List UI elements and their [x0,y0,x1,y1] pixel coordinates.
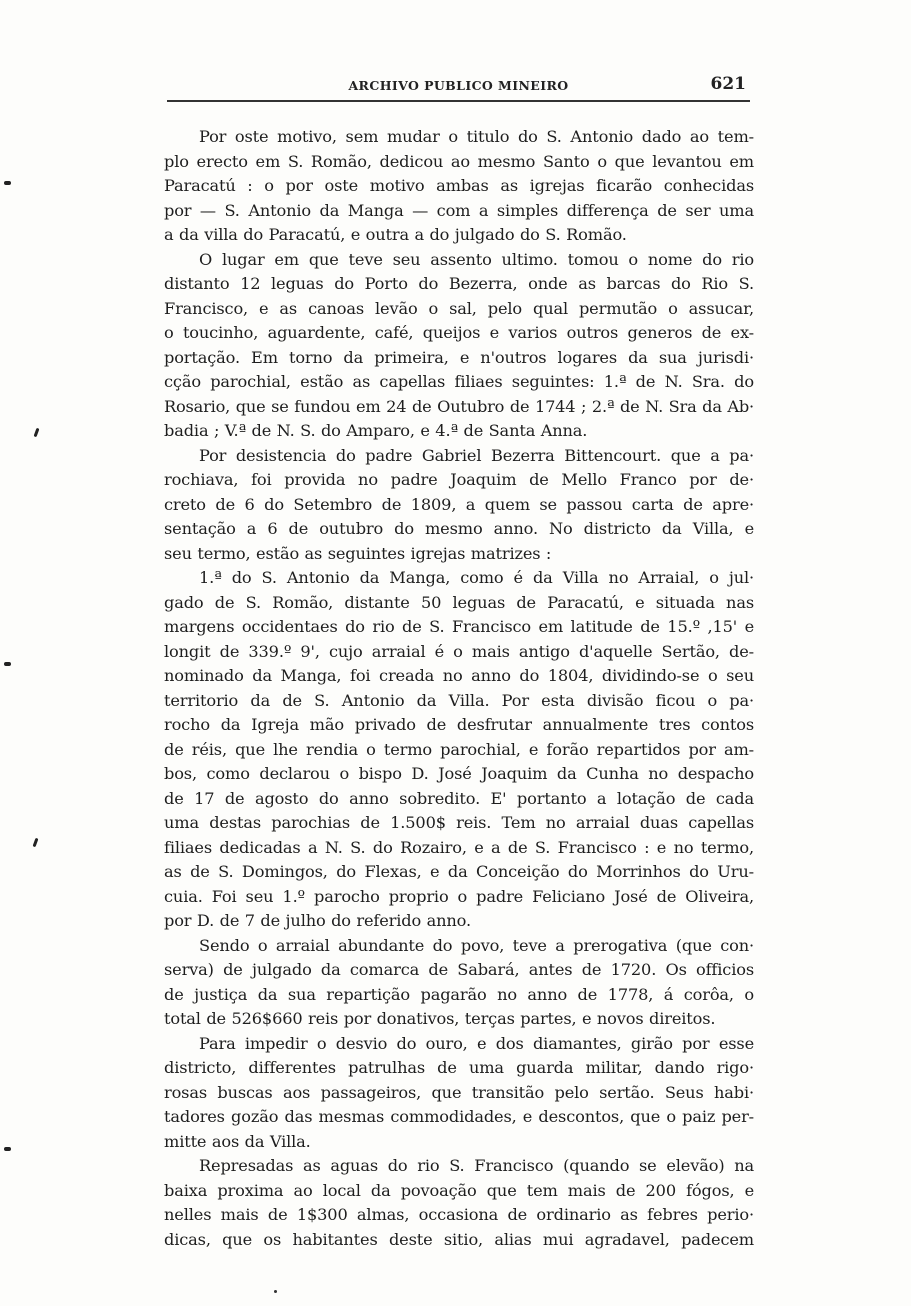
text-line: territorio da de S. Antonio da Villa. Por esta divisão ficou o pa· [164,690,754,710]
header-rule [167,100,750,102]
text-line: de justiça da sua repartição pagarão no anno de 1778, á corôa, o [164,984,754,1004]
text-line: gado de S. Romão, distante 50 leguas de Paracatú, e situada nas [164,592,754,612]
paragraph [164,1032,754,1155]
text-line: as de S. Domingos, do Flexas, e da Conceição do Morrinhos do Uru- [164,862,754,881]
text-line: cuia. Foi seu 1.º parocho proprio o padre Feliciano José de Oliveira, [164,886,754,906]
text-line: Para impedir o desvio do ouro, e dos diamantes, girão por esse [199,1033,754,1053]
text-line: cção parochial, estão as capellas filiaes seguintes: 1.ª de N. Sra. do [164,372,754,391]
margin-mark [4,181,11,185]
speck [274,1290,277,1293]
text-line: dicas, que os habitantes deste sitio, alias mui agradavel, padecem [164,1229,754,1249]
text-line: seu termo, estão as seguintes igrejas matrizes : [164,543,552,563]
text-line: districto, differentes patrulhas de uma guarda militar, dando rigo· [164,1058,754,1077]
text-line: rocho da Igreja mão privado de desfrutar annualmente tres contos [164,715,754,734]
text-line: O lugar em que teve seu assento ultimo. tomou o nome do rio [199,249,754,269]
text-line: Por oste motivo, sem mudar o titulo do S. Antonio dado ao tem- [199,127,754,146]
margin-mark [33,838,39,847]
text-line: baixa proxima ao local da povoação que tem mais de 200 fógos, e [164,1180,754,1200]
text-line: Rosario, que se fundou em 24 de Outubro de 1744 ; 2.ª de N. Sra da Ab· [164,396,754,416]
text-line: nelles mais de 1$300 almas, occasiona de ordinario as febres perio· [164,1205,754,1224]
text-line: Sendo o arraial abundante do povo, teve a prerogativa (que con· [199,935,754,955]
paragraph [164,1154,754,1252]
text-line: Paracatú : o por oste motivo ambas as igrejas ficarão conhecidas [164,176,754,195]
text-line: total de 526$660 reis por donativos, terças partes, e novos direitos. [164,1009,716,1028]
text-line: portação. Em torno da primeira, e n'outros logares da sua jurisdi· [164,347,754,367]
text-line: por D. de 7 de julho do referido anno. [164,911,471,930]
text-line: nominado da Manga, foi creada no anno do 1804, dividindo-se o seu [164,666,754,685]
text-line: a da villa do Paracatú, e outra a do julgado do S. Romão. [164,225,627,244]
paragraph [164,248,754,444]
text-line: sentação a 6 de outubro do mesmo anno. No districto da Villa, e [164,519,754,538]
margin-mark [4,662,11,666]
text-line: badia ; V.ª de N. S. do Amparo, e 4.ª de Santa Anna. [164,421,588,440]
running-head [167,72,750,98]
margin-mark [34,428,40,437]
paragraph [164,934,754,1032]
paragraph [164,566,754,934]
text-line: creto de 6 do Setembro de 1809, a quem se passou carta de apre· [164,494,754,514]
text-line: mitte aos da Villa. [164,1131,311,1151]
text-line: Francisco, e as canoas levão o sal, pelo qual permutão o assucar, [164,298,754,318]
body-text [164,125,754,1252]
text-line: o toucinho, aguardente, café, queijos e varios outros generos de ex- [164,323,754,342]
text-line: rochiava, foi provida no padre Joaquim de Mello Franco por de· [164,470,754,489]
page-number: 621 [710,74,746,94]
text-line: rosas buscas aos passageiros, que transitão pelo sertão. Seus habi· [164,1082,754,1102]
text-line: Represadas as aguas do rio S. Francisco (quando se elevão) na [199,1156,754,1175]
text-line: uma destas parochias de 1.500$ reis. Tem no arraial duas capellas [164,813,754,832]
text-line: plo erecto em S. Romão, dedicou ao mesmo Santo o que levantou em [164,151,754,171]
text-line: 1.ª do S. Antonio da Manga, como é da Villa no Arraial, o jul· [199,568,754,587]
text-line: de réis, que lhe rendia o termo parochial, e forão repartidos por am- [164,739,754,759]
paragraph [164,125,754,248]
text-line: longit de 339.º 9', cujo arraial é o mais antigo d'aquelle Sertão, de- [164,641,754,661]
paragraph [164,444,754,567]
text-line: serva) de julgado da comarca de Sabará, antes de 1720. Os officios [164,960,754,979]
text-line: tadores gozão das mesmas commodidades, e descontos, que o paiz per- [164,1107,754,1126]
text-line: Por desistencia do padre Gabriel Bezerra Bittencourt. que a pa· [199,445,754,465]
text-line: bos, como declarou o bispo D. José Joaquim da Cunha no despacho [164,764,754,783]
text-line: distanto 12 leguas do Porto do Bezerra, onde as barcas do Rio S. [164,274,754,293]
text-line: filiaes dedicadas a N. S. do Rozairo, e a de S. Francisco : e no termo, [164,837,754,857]
margin-mark [4,1147,11,1151]
text-line: margens occidentaes do rio de S. Francisco em latitude de 15.º ,15' e [164,617,754,636]
text-line: de 17 de agosto do anno sobredito. E' portanto a lotação de cada [164,788,754,808]
running-title: ARCHIVO PUBLICO MINEIRO [348,78,569,93]
text-line: por — S. Antonio da Manga — com a simples differença de ser uma [164,200,754,220]
